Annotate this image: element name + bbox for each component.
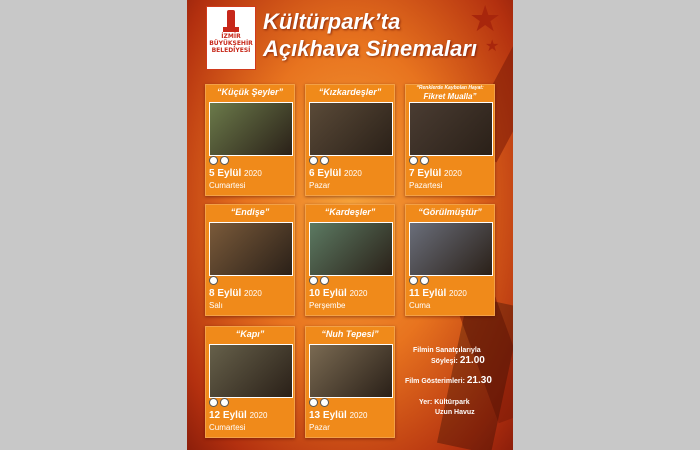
film-title: “Küçük Şeyler” xyxy=(216,87,284,97)
film-card[interactable] xyxy=(305,84,395,196)
rating-icon xyxy=(409,156,418,165)
film-title: “Kardeşler” xyxy=(324,207,376,217)
event-poster xyxy=(187,0,513,450)
rating-icon xyxy=(220,156,229,165)
film-day-month: 11 Eylül xyxy=(409,288,447,299)
film-still-image xyxy=(409,222,493,276)
film-date xyxy=(209,410,267,421)
film-card[interactable] xyxy=(305,326,395,438)
logo-text: BÜYÜKŞEHİR xyxy=(209,40,253,47)
rating-icon xyxy=(320,156,329,165)
film-still-image xyxy=(309,102,393,156)
rating-icon xyxy=(209,276,218,285)
izmir-municipality-logo xyxy=(206,6,256,70)
venue-name: Uzun Havuz xyxy=(435,409,475,416)
age-rating-icons xyxy=(309,398,329,407)
film-year: 2020 xyxy=(449,289,467,298)
film-card[interactable] xyxy=(405,204,495,316)
film-weekday: Pazar xyxy=(309,181,330,190)
film-date xyxy=(309,410,367,421)
age-rating-icons xyxy=(309,156,329,165)
film-day-month: 5 Eylül xyxy=(209,168,242,179)
film-title: “Renklerde Kaybolan Hayat: xyxy=(416,85,484,91)
rating-icon xyxy=(220,398,229,407)
film-title: “Görülmüştür” xyxy=(418,207,482,217)
rating-icon xyxy=(320,276,329,285)
talk-time: 21.00 xyxy=(459,355,485,366)
rating-icon xyxy=(420,156,429,165)
film-year: 2020 xyxy=(349,289,368,298)
film-day-month: 7 Eylül xyxy=(409,168,442,179)
age-rating-icons xyxy=(209,156,229,165)
film-day-month: 12 Eylül xyxy=(209,410,247,421)
film-day-month: 13 Eylül xyxy=(309,410,347,421)
rating-icon xyxy=(309,398,318,407)
film-weekday: Salı xyxy=(209,301,223,310)
film-year: 2020 xyxy=(249,411,268,420)
film-still-image xyxy=(409,102,493,156)
film-weekday: Pazartesi xyxy=(409,181,443,190)
title-line: Kültürpark’ta xyxy=(263,9,401,34)
film-date xyxy=(309,168,362,179)
film-weekday: Pazar xyxy=(309,423,330,432)
rating-icon xyxy=(309,276,318,285)
age-rating-icons xyxy=(309,276,329,285)
film-still-image xyxy=(209,102,293,156)
film-weekday: Cumartesi xyxy=(209,423,246,432)
film-date xyxy=(209,288,262,299)
rating-icon xyxy=(209,156,218,165)
venue-label: Yer: xyxy=(419,399,433,406)
star-icon: ★ xyxy=(485,36,500,55)
film-card[interactable] xyxy=(205,204,295,316)
age-rating-icons xyxy=(409,276,429,285)
logo-text: İZMİR xyxy=(221,33,241,40)
film-date xyxy=(309,288,367,299)
rating-icon xyxy=(320,398,329,407)
film-still-image xyxy=(309,344,393,398)
film-card[interactable] xyxy=(305,204,395,316)
film-weekday: Cuma xyxy=(409,301,431,310)
film-day-month: 6 Eylül xyxy=(309,168,342,179)
film-year: 2020 xyxy=(244,169,262,178)
film-title: “Nuh Tepesi” xyxy=(321,329,379,339)
film-card[interactable] xyxy=(205,326,295,438)
film-year: 2020 xyxy=(344,169,362,178)
rating-icon xyxy=(409,276,418,285)
age-rating-icons xyxy=(209,276,218,285)
film-title: “Kapı” xyxy=(235,329,265,339)
rating-icon xyxy=(309,156,318,165)
film-date xyxy=(409,288,467,299)
film-still-image xyxy=(209,222,293,276)
film-year: 2020 xyxy=(444,169,462,178)
screening-time: 21.30 xyxy=(466,375,492,386)
talk-label: Filmin Sanatçılarıyla xyxy=(413,347,481,354)
film-card[interactable] xyxy=(405,84,495,196)
screening-label: Film Gösterimleri: xyxy=(405,378,465,385)
film-day-month: 10 Eylül xyxy=(309,288,347,299)
rating-icon xyxy=(209,398,218,407)
film-year: 2020 xyxy=(349,411,368,420)
film-title: “Endişe” xyxy=(230,207,270,217)
film-reel-decoration xyxy=(437,296,513,450)
film-day-month: 8 Eylül xyxy=(209,288,242,299)
film-card[interactable] xyxy=(205,84,295,196)
venue-info xyxy=(419,398,475,418)
film-still-image xyxy=(309,222,393,276)
film-date xyxy=(209,168,262,179)
film-weekday: Perşembe xyxy=(309,301,346,310)
title-line: Açıkhava Sinemaları xyxy=(263,36,478,61)
star-icon: ★ xyxy=(469,0,502,40)
film-weekday: Cumartesi xyxy=(209,181,246,190)
poster-title xyxy=(263,8,477,62)
rating-icon xyxy=(420,276,429,285)
logo-text: BELEDİYESİ xyxy=(211,47,251,54)
venue-name: Kültürpark xyxy=(434,399,470,406)
talk-info xyxy=(413,346,485,367)
film-date xyxy=(409,168,462,179)
talk-label: Söyleşi: xyxy=(431,358,458,365)
age-rating-icons xyxy=(209,398,229,407)
film-year: 2020 xyxy=(244,289,262,298)
age-rating-icons xyxy=(409,156,429,165)
film-still-image xyxy=(209,344,293,398)
clock-tower-icon xyxy=(227,10,235,32)
film-title: Fikret Mualla” xyxy=(423,92,477,101)
screening-info xyxy=(405,376,492,387)
film-title: “Kızkardeşler” xyxy=(318,87,382,97)
